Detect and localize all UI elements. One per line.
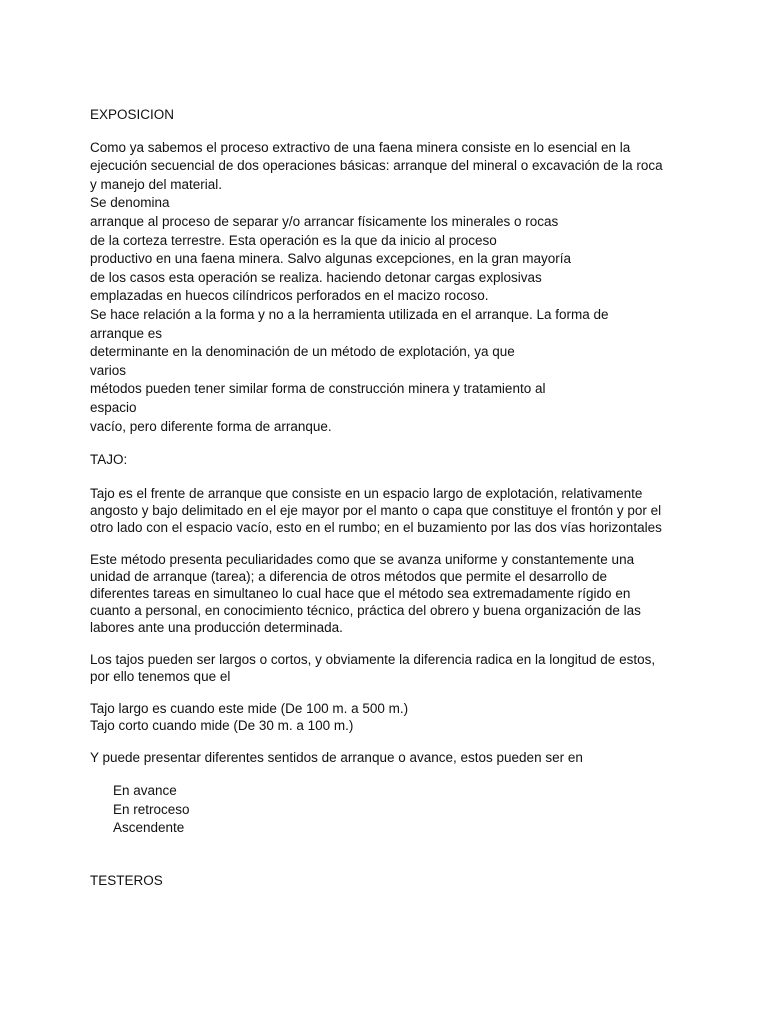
heading-exposicion: EXPOSICION <box>90 107 175 122</box>
text-line: y manejo del material. <box>90 176 223 192</box>
text-line: espacio <box>90 399 137 415</box>
text-line: labores ante una producción determinada. <box>90 619 343 635</box>
text-line: de los casos esta operación se realiza. haciendo detonar cargas explosivas <box>90 269 542 285</box>
text-line: métodos pueden tener similar forma de construcción minera y tratamiento al <box>90 381 546 397</box>
paragraph-tajo <box>90 485 690 536</box>
text-line: otro lado con el espacio vacío, esto en el rumbo; en el buzamiento por las dos vías horizontales <box>90 519 662 535</box>
paragraph-largos <box>90 651 690 685</box>
list-sentidos <box>90 782 690 838</box>
text-line: varios <box>90 362 127 378</box>
text-line: Tajo largo es cuando este mide (De 100 m. a 500 m.) <box>90 700 409 716</box>
text-line: Este método presenta peculiaridades como que se avanza uniforme y constantemente una <box>90 551 635 567</box>
text-line: diferentes tareas en simultaneo lo cual hace que el método sea extremadamente rígido en <box>90 585 631 601</box>
text-line: determinante en la denominación de un método de explotación, ya que <box>90 344 515 360</box>
text-line: Tajo corto cuando mide (De 30 m. a 100 m.) <box>90 717 354 733</box>
text-line: Se denomina <box>90 195 170 211</box>
list-item: En avance <box>113 783 177 799</box>
heading-tajo: TAJO: <box>90 452 128 468</box>
text-line: Como ya sabemos el proceso extractivo de una faena minera consiste en lo esencial en la <box>90 139 631 155</box>
text-line: unidad de arranque (tarea); a diferencia de otros métodos que permite el desarrollo de <box>90 568 608 584</box>
list-item: En retroceso <box>113 801 190 817</box>
text-line: cuanto a personal, en conocimiento técnico, práctica del obrero y buena organización de las <box>90 602 641 618</box>
text-line: productivo en una faena minera. Salvo algunas excepciones, en la gran mayoría <box>90 251 572 267</box>
heading-testeros: TESTEROS <box>90 873 163 889</box>
text-line: de la corteza terrestre. Esta operación es la que da inicio al proceso <box>90 232 497 248</box>
paragraph-metodo <box>90 551 690 636</box>
text-line: Tajo es el frente de arranque que consiste en un espacio largo de explotación, relativamente <box>90 485 643 501</box>
text-line: vacío, pero diferente forma de arranque. <box>90 418 332 434</box>
text-line: emplazadas en huecos cilíndricos perforados en el macizo rocoso. <box>90 288 489 304</box>
text-line: ejecución secuencial de dos operaciones básicas: arranque del mineral o excavación de la roca <box>90 158 663 174</box>
text-line: arranque al proceso de separar y/o arrancar físicamente los minerales o rocas <box>90 213 559 229</box>
text-line: por ello tenemos que el <box>90 668 231 684</box>
paragraph-medidas <box>90 700 690 734</box>
paragraph-exposicion <box>90 139 690 437</box>
document-page <box>90 106 690 891</box>
text-line: Los tajos pueden ser largos o cortos, y obviamente la diferencia radica en la longitud de estos, <box>90 651 656 667</box>
text-line: arranque es <box>90 325 163 341</box>
text-line: Se hace relación a la forma y no a la herramienta utilizada en el arranque. La forma de <box>90 306 609 322</box>
list-item: Ascendente <box>113 820 185 836</box>
paragraph-sentidos: Y puede presentar diferentes sentidos de arranque o avance, estos pueden ser en <box>90 749 583 765</box>
text-line: angosto y bajo delimitado en el eje mayor por el manto o capa que constituye el frontón y por el <box>90 502 662 518</box>
